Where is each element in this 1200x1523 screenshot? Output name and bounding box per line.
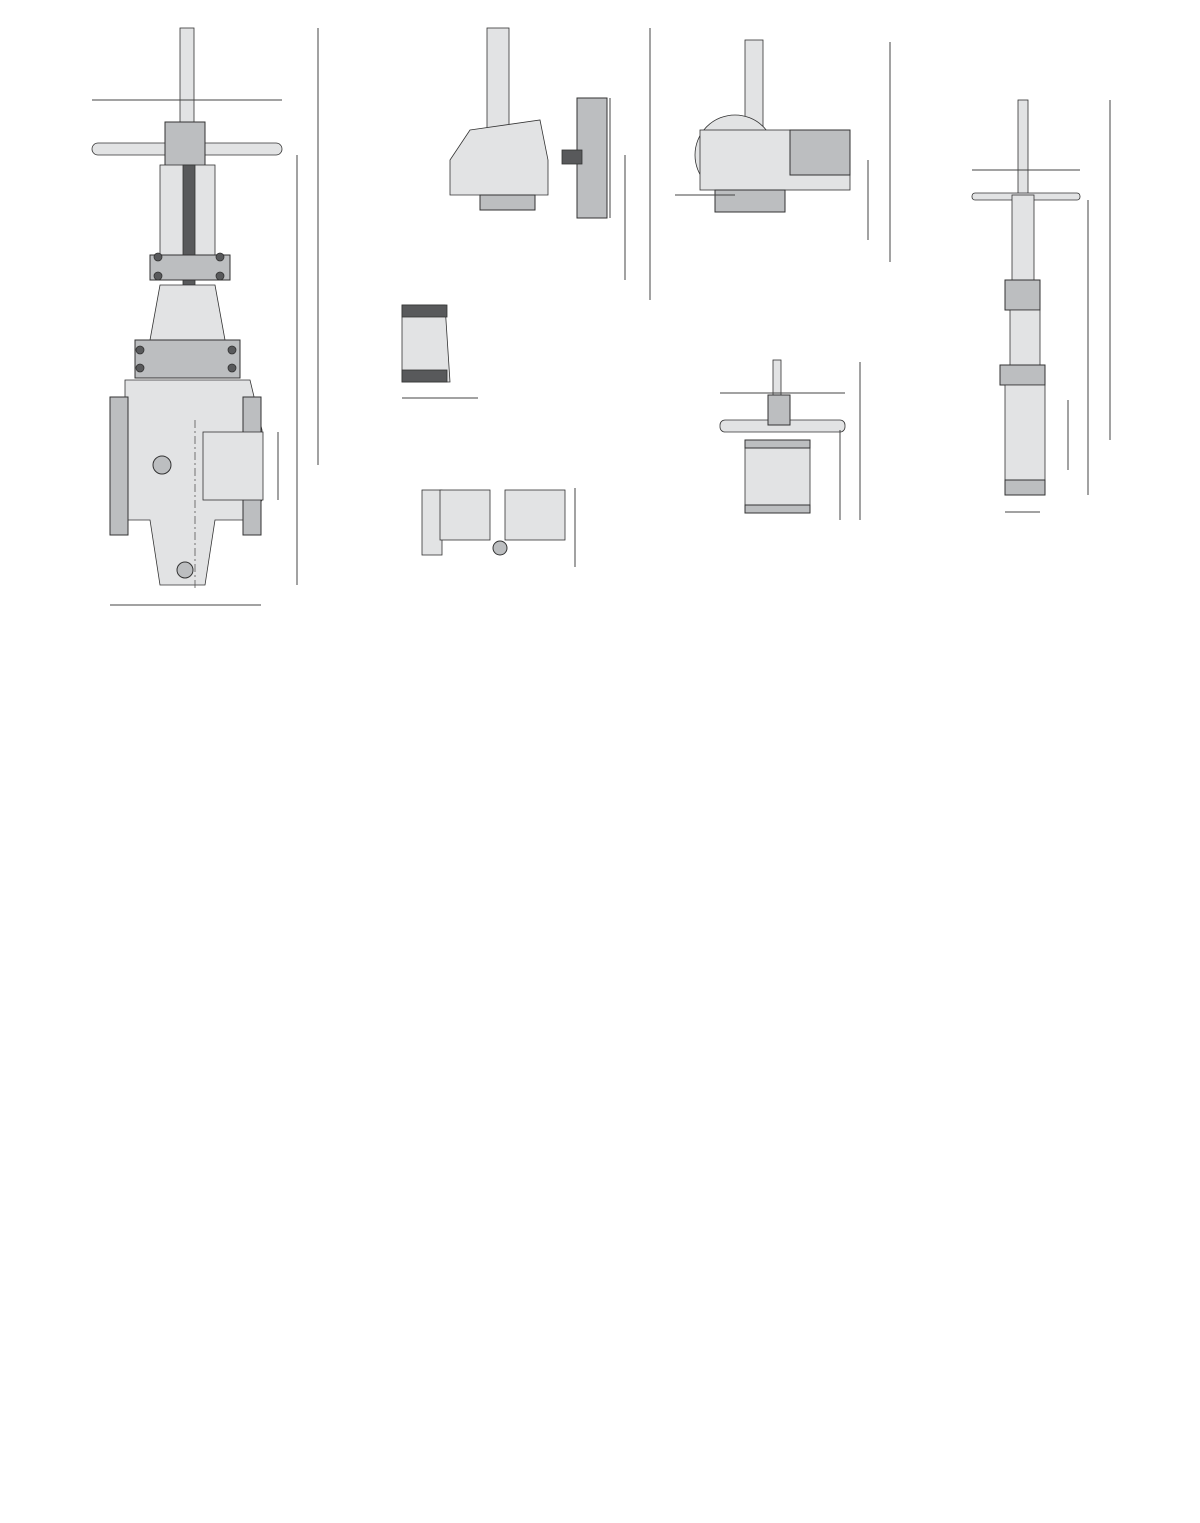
- main-valve-drawing: [92, 28, 318, 605]
- slim-valve-drawing: [972, 100, 1110, 512]
- gear-operator-drawing: [450, 28, 650, 300]
- technical-drawings: [0, 0, 1200, 660]
- weld-end-drawing: [402, 305, 478, 398]
- pneumatic-actuator-drawing: [720, 360, 860, 520]
- electric-actuator-drawing: [675, 40, 890, 262]
- section-detail-drawing: [422, 488, 575, 567]
